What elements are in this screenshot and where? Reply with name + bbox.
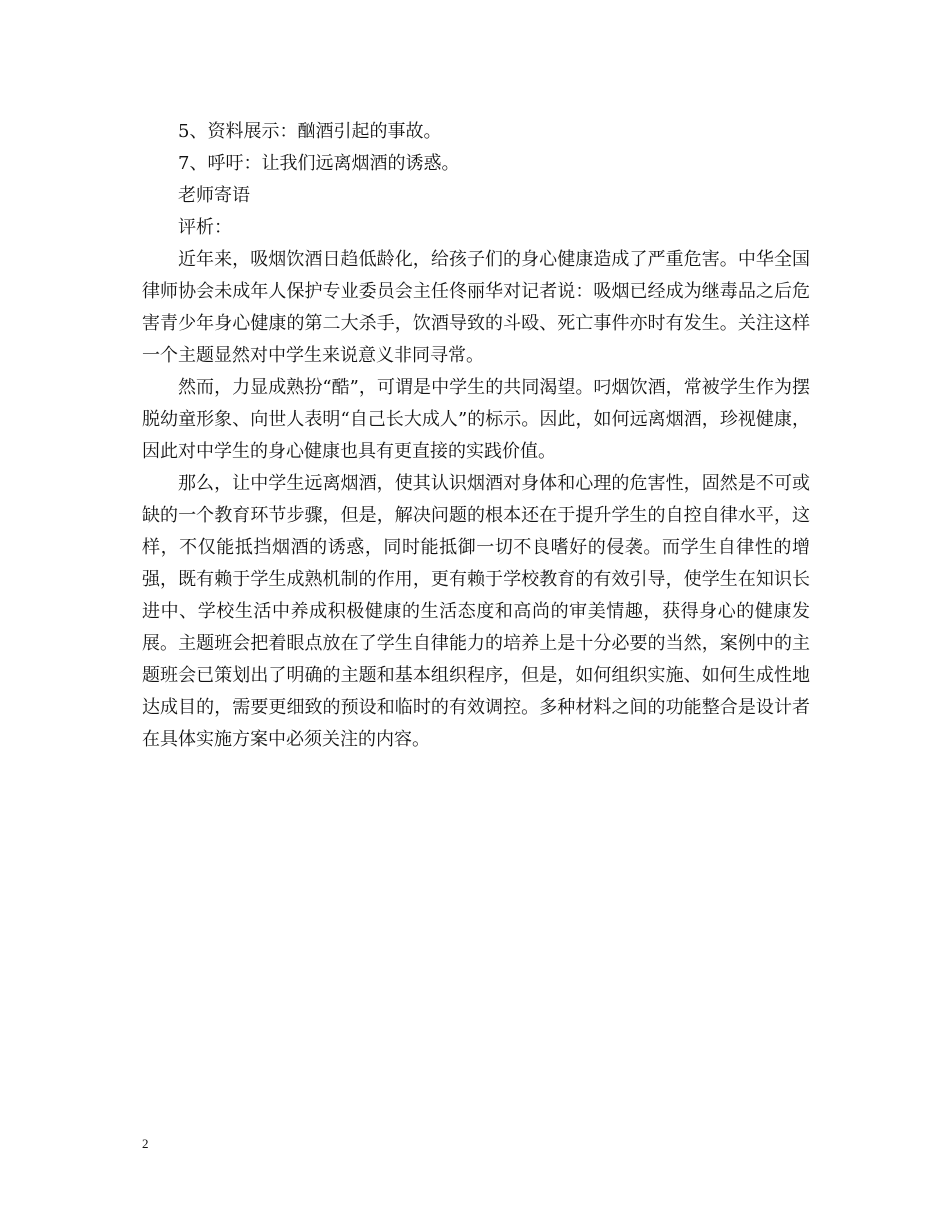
paragraph-intro: 近年来，吸烟饮酒日趋低龄化，给孩子们的身心健康造成了严重危害。中华全国律师协会未成年人保护专业委员会主任佟丽华对记者说：吸烟已经成为继毒品之后危害青少年身心健康的第二大杀手，饮酒导致的斗殴、死亡事件亦时有发生。关注这样一个主题显然对中学生来说意义非同寻常。	[142, 249, 810, 366]
list-item-appeal: 7、呼吁：让我们远离烟酒的诱惑。	[178, 153, 460, 174]
page-body	[142, 116, 810, 756]
paragraph-cool-image: 然而，力显成熟扮“酷”，可谓是中学生的共同渴望。叼烟饮酒，常被学生作为摆脱幼童形象、向世人表明“自己长大成人”的标示。因此，如何远离烟酒，珍视健康，因此对中学生的身心健康也具有更直接的实践价值。	[142, 377, 810, 462]
section-heading-teacher-message: 老师寄语	[178, 185, 250, 206]
list-item-resource-display: 5、资料展示：酗酒引起的事故。	[178, 121, 442, 142]
page-number: 2	[142, 1136, 149, 1151]
section-heading-commentary: 评析：	[178, 217, 232, 238]
paragraph-self-discipline: 那么，让中学生远离烟酒，使其认识烟酒对身体和心理的危害性，固然是不可或缺的一个教育环节步骤，但是，解决问题的根本还在于提升学生的自控自律水平，这样，不仅能抵挡烟酒的诱惑，同时能抵御一切不良嗜好的侵袭。而学生自律性的增强，既有赖于学生成熟机制的作用，更有赖于学校教育的有效引导，使学生在知识长进中、学校生活中养成积极健康的生活态度和高尚的审美情趣，获得身心的健康发展。主题班会把着眼点放在了学生自律能力的培养上是十分必要的当然，案例中的主题班会已策划出了明确的主题和基本组织程序，但是，如何组织实施、如何生成性地达成目的，需要更细致的预设和临时的有效调控。多种材料之间的功能整合是设计者在具体实施方案中必须关注的内容。	[142, 473, 810, 750]
